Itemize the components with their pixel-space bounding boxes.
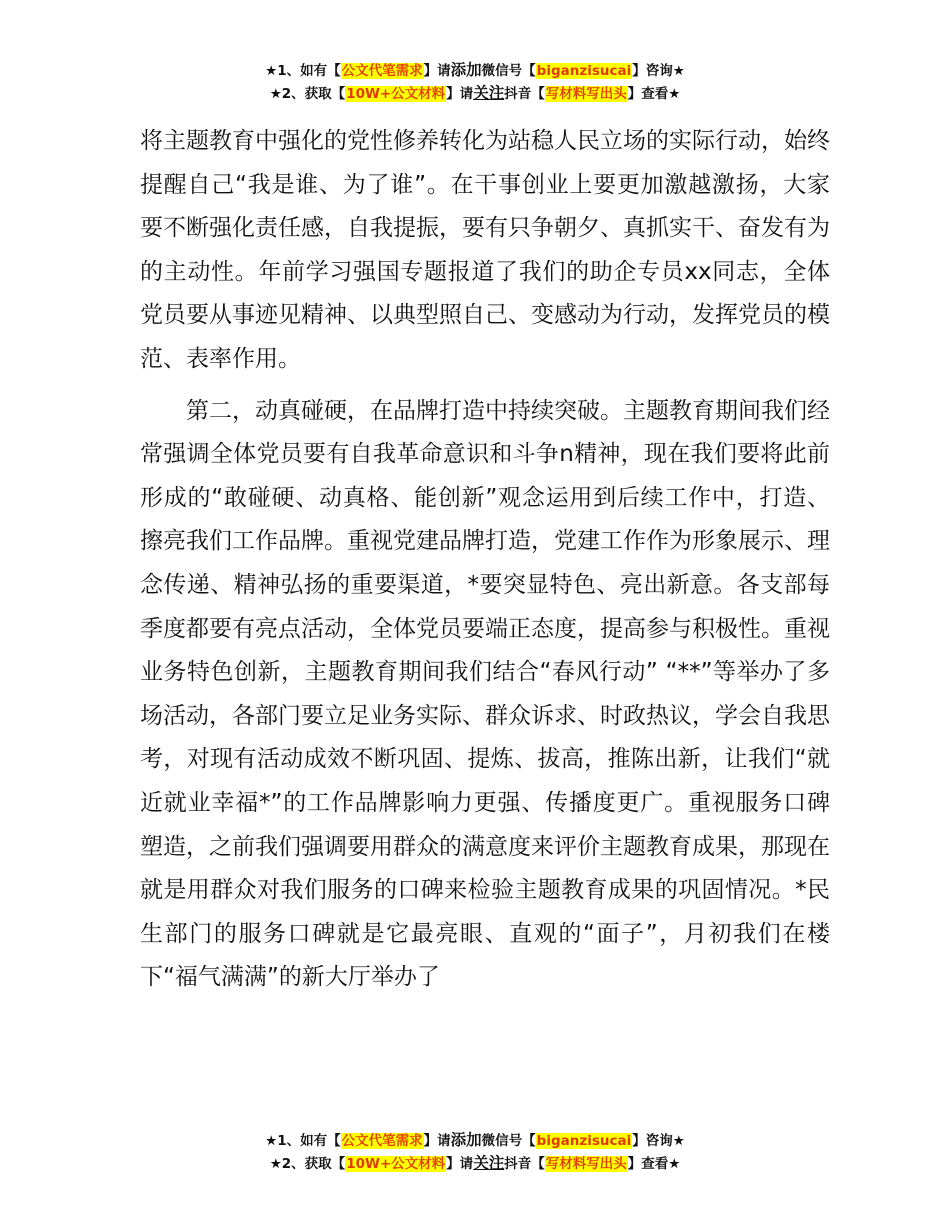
body-paragraph-2: 第二，动真碰硬，在品牌打造中持续突破。主题教育期间我们经常强调全体党员要有自我革命意识和斗争n精神，现在我们要将此前形成的“敢碰硬、动真格、能创新”观念运用到后续工作中，打造、擦亮我们工作品牌。重视党建品牌打造，党建工作作为形象展示、理念传递、精神弘扬的重要渠道，*要突显特色、亮出新意。各支部每季度都要有亮点活动，全体党员要端正态度，提高参与积极性。重视业务特色创新，主题教育期间我们结合“春风行动” “**”等举办了多场活动，各部门要立足业务实际、群众诉求、时政热议，学会自我思考，对现有活动成效不断巩固、提炼、拔高，推陈出新，让我们“就近就业幸福*”的工作品牌影响力更强、传播度更广。重视服务口碑塑造，之前我们强调要用群众的满意度来评价主题教育成果，那现在就是用群众对我们服务的口碑来检验主题教育成果的巩固情况。*民生部门的服务口碑就是它最亮眼、直观的“面子”，月初我们在楼下“福气满满”的新大厅举办了	[140, 397, 830, 991]
banner-text: 】请	[446, 1156, 474, 1172]
banner-emphasis: 添加	[450, 1131, 482, 1149]
banner-text: ★2、获取【	[269, 1156, 346, 1172]
banner-text: 微信号【	[481, 1133, 536, 1149]
banner-highlight-douyin-id: 写材料写出头	[545, 86, 627, 102]
banner-text: 】请	[423, 63, 451, 79]
banner-highlight-wechat-id: biganzisucai	[536, 63, 632, 79]
banner-text: 】请	[423, 1133, 451, 1149]
footer-banner	[0, 1129, 950, 1175]
banner-text: 】咨询★	[632, 1133, 685, 1149]
banner-highlight-materials: 10W+公文材料	[346, 86, 446, 102]
banner-text: ★2、获取【	[269, 86, 346, 102]
banner-emphasis: 添加	[450, 61, 482, 79]
banner-highlight-service: 公文代笔需求	[341, 1133, 423, 1149]
banner-highlight-service: 公文代笔需求	[341, 63, 423, 79]
banner-highlight-materials: 10W+公文材料	[346, 1156, 446, 1172]
banner-text: 】请	[446, 86, 474, 102]
banner-emphasis: 关注	[473, 84, 505, 102]
banner-emphasis: 关注	[473, 1154, 505, 1172]
footer-banner-line-1	[0, 1129, 950, 1152]
banner-text: ★1、如有【	[265, 63, 341, 79]
header-banner-line-2	[0, 82, 950, 105]
header-banner-line-1	[0, 59, 950, 82]
banner-highlight-douyin-id: 写材料写出头	[545, 1156, 627, 1172]
banner-highlight-wechat-id: biganzisucai	[536, 1133, 632, 1149]
header-banner	[0, 59, 950, 105]
banner-text: 】查看★	[627, 1156, 681, 1172]
footer-banner-line-2	[0, 1152, 950, 1175]
banner-text: ★1、如有【	[265, 1133, 341, 1149]
body-paragraph-1: 将主题教育中强化的党性修养转化为站稳人民立场的实际行动，始终提醒自己“我是谁、为了谁”。在干事创业上要更加激越激扬，大家要不断强化责任感，自我提振，要有只争朝夕、真抓实干、奋发有为的主动性。年前学习强国专题报道了我们的助企专员xx同志，全体党员要从事迹见精神、以典型照自己、变感动为行动，发挥党员的模范、表率作用。	[140, 128, 830, 372]
banner-text: 抖音【	[504, 86, 545, 102]
document-body	[140, 120, 830, 1000]
banner-text: 】咨询★	[632, 63, 685, 79]
banner-text: 抖音【	[504, 1156, 545, 1172]
banner-text: 微信号【	[481, 63, 536, 79]
banner-text: 】查看★	[627, 86, 681, 102]
